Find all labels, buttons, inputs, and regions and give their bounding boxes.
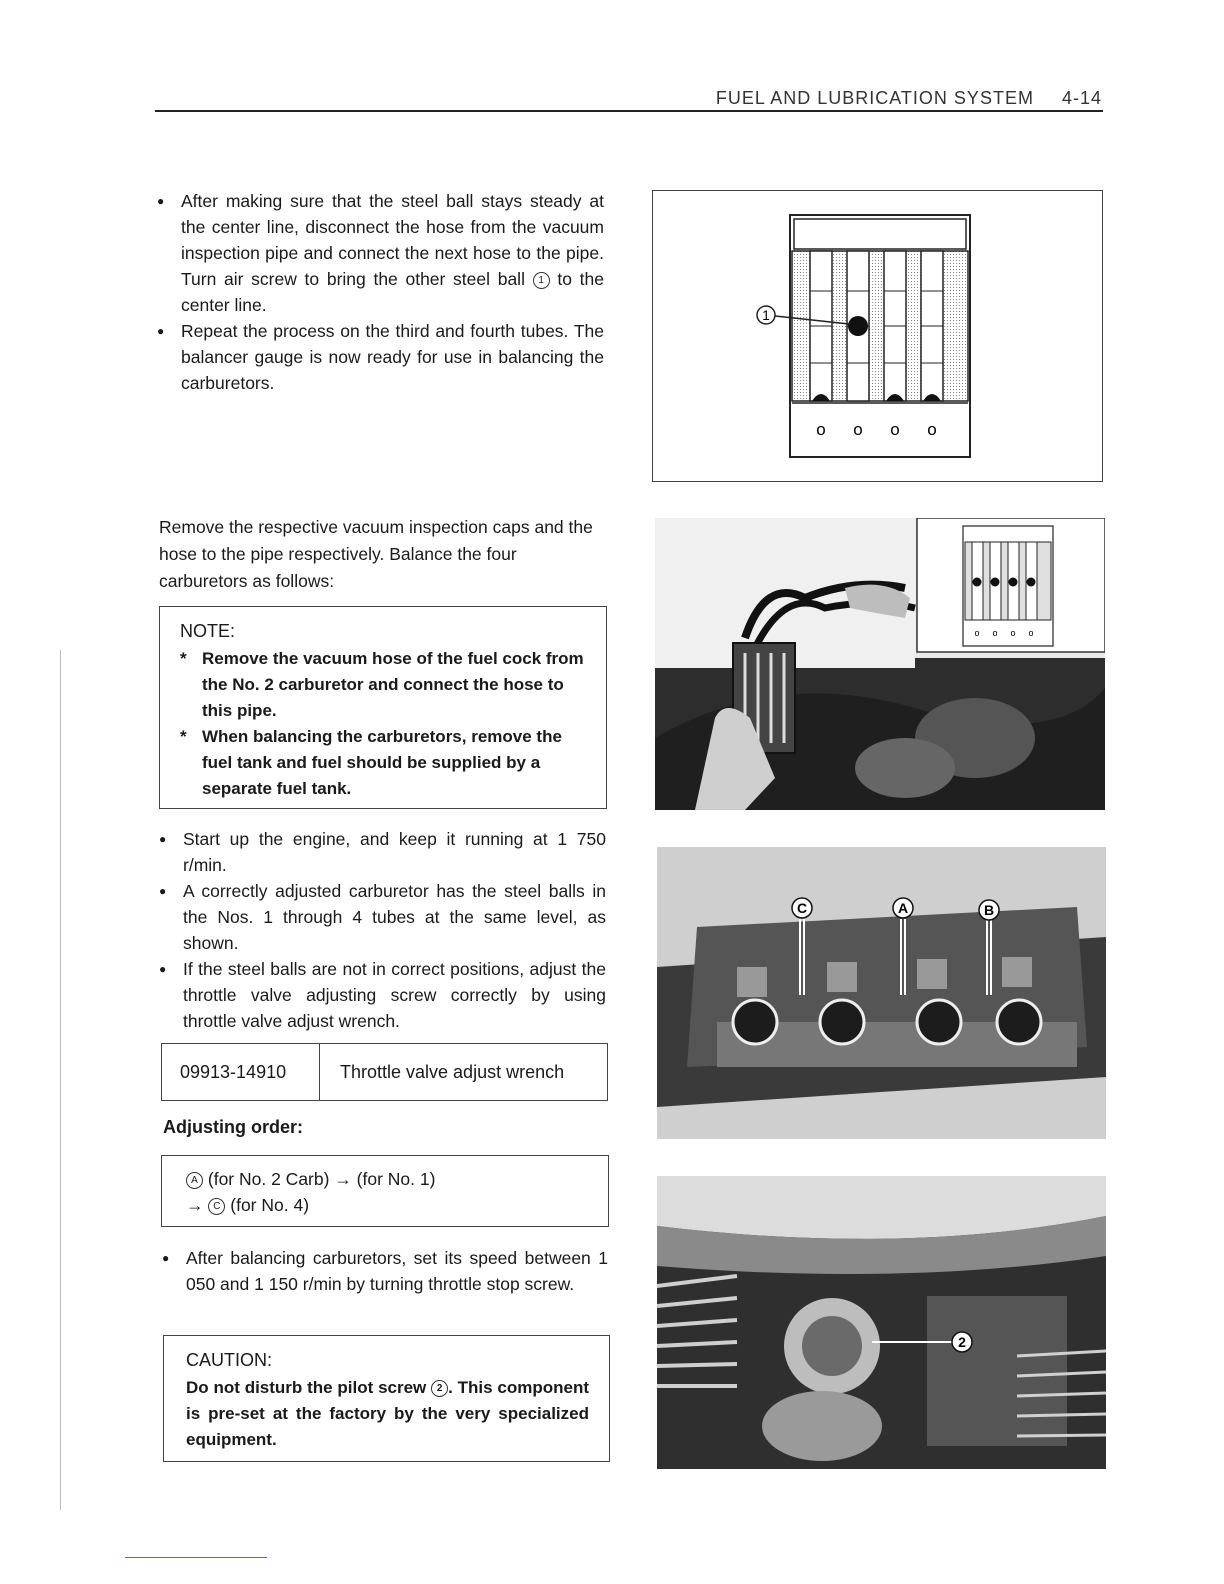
caution-text: Do not disturb the pilot screw 2 . This component is pre-set at the factory by the very specialized equipment. (186, 1378, 589, 1449)
steel-ball-2 (848, 316, 868, 336)
header-rule (155, 110, 1103, 112)
note-box (159, 606, 607, 809)
bullet-set-speed: ● After balancing carburetors, set its speed between 1 050 and 1 150 r/min by turning throttle stop screw. (162, 1245, 608, 1297)
callout-a-ref: A (186, 1172, 203, 1189)
gauge-photo (655, 518, 1105, 810)
tool-name: Throttle valve adjust wrench (340, 1061, 565, 1082)
gauge-photo-drawing (655, 518, 1105, 810)
adjusting-order-heading: Adjusting order: (163, 1117, 303, 1137)
binding-edge-line (60, 650, 61, 1510)
pilot-screw-photo-drawing (657, 1176, 1106, 1469)
intro-bullets (157, 188, 604, 396)
adjusting-order-box (161, 1155, 609, 1227)
inset-port-1: o (974, 628, 980, 638)
callout-2-ref: 2 (431, 1380, 448, 1397)
final-bullet-block (162, 1245, 608, 1297)
bullet-repeat: ● Repeat the process on the third and fourth tubes. The balancer gauge is now ready for use in balancing the carburetors. (157, 318, 604, 396)
inset-port-2: o (992, 628, 998, 638)
gauge-port-2: o (853, 420, 863, 439)
callout-1-ref: 1 (533, 272, 550, 289)
gauge-port-1: o (816, 420, 826, 439)
engine-bullets (159, 826, 606, 1034)
callout-a-label: A (897, 900, 909, 916)
gauge-drawing (653, 191, 1101, 480)
callout-1-label: 1 (762, 307, 770, 323)
note-item-fuel-tank: * When balancing the carburetors, remove the fuel tank and fuel should be supplied by a separate fuel tank. (180, 727, 562, 798)
caution-box (163, 1335, 610, 1462)
bottom-rule (125, 1557, 267, 1558)
callout-c-ref: C (208, 1198, 225, 1215)
carburetor-photo (657, 847, 1106, 1139)
caution-title: CAUTION: (186, 1350, 273, 1370)
running-header (716, 88, 1102, 109)
bullet-start-engine: ● Start up the engine, and keep it running at 1 750 r/min. (159, 826, 606, 878)
gauge-port-4: o (927, 420, 937, 439)
remove-caps-paragraph: Remove the respective vacuum inspection caps and the hose to the pipe respectively. Balance the four carburetors as follows: (159, 517, 593, 591)
note-title: NOTE: (180, 621, 236, 641)
bullet-correct-adjust: ● A correctly adjusted carburetor has the steel balls in the Nos. 1 through 4 tubes at the same level, as shown. (159, 878, 606, 956)
inset-port-4: o (1028, 628, 1034, 638)
bullet-steel-ball: ● After making sure that the steel ball stays steady at the center line, disconnect the hose from the vacuum inspection pipe and connect the next hose to the pipe. Turn air screw to bring the other steel ball 1 to the center line. (157, 188, 604, 318)
note-item-vacuum-hose: * Remove the vacuum hose of the fuel cock from the No. 2 carburetor and connect the hose to this pipe. (180, 649, 584, 720)
page-number: 4-14 (1061, 88, 1102, 108)
gauge-diagram (652, 190, 1103, 482)
tool-part-number: 09913-14910 (162, 1044, 320, 1100)
callout-c-label: C (796, 900, 808, 916)
bullet-incorrect-position: ● If the steel balls are not in correct positions, adjust the throttle valve adjusting screw correctly by using throttle valve adjust wrench. (159, 956, 606, 1034)
tool-table (161, 1043, 608, 1101)
adjusting-order-line-2: → C (for No. 4) (186, 1195, 310, 1215)
inset-port-3: o (1010, 628, 1016, 638)
callout-b-label: B (983, 902, 995, 918)
section-title: FUEL AND LUBRICATION SYSTEM (715, 88, 1034, 108)
callout-2-label: 2 (958, 1334, 966, 1350)
pilot-screw-photo (657, 1176, 1106, 1469)
adjusting-order-line-1: A (for No. 2 Carb) → (for No. 1) (186, 1166, 608, 1192)
gauge-port-3: o (890, 420, 900, 439)
carburetor-photo-drawing (657, 847, 1106, 1139)
